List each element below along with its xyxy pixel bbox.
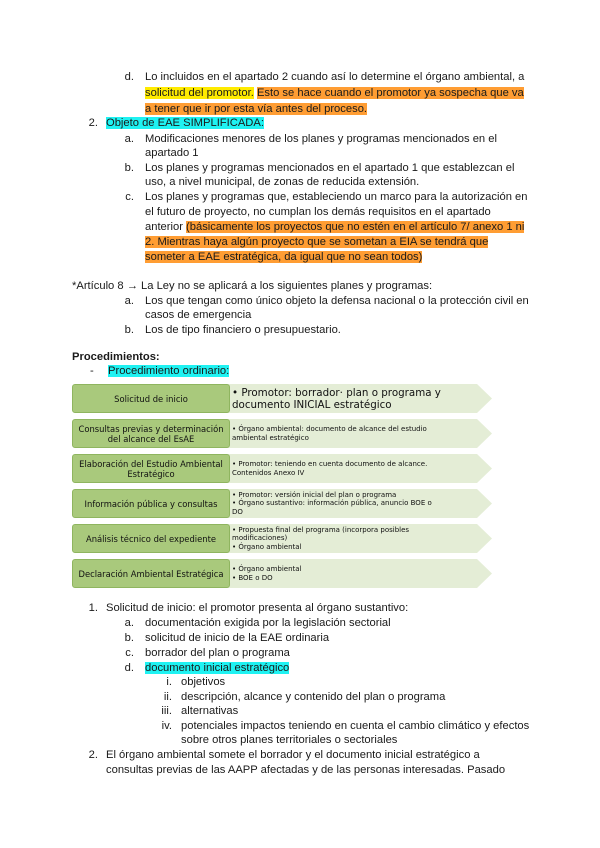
flow-description	[232, 454, 462, 483]
text-line: el futuro de proyecto, no cumplan los demás requisitos en el apartado	[145, 206, 491, 218]
text-line: sobre otros planes territoriales o sectoriales	[181, 734, 398, 746]
flow-item: modificaciones)	[232, 534, 288, 543]
flow-item: • Órgano sustantivo: información pública, anuncio BOE o	[232, 499, 432, 508]
list-marker: ii.	[163, 691, 172, 703]
text-line: *Artículo 8 → La Ley no se aplicará a los siguientes planes y programas:	[72, 280, 433, 292]
highlight-yellow: solicitud del promotor.	[145, 87, 254, 99]
text-line	[145, 661, 289, 675]
text-line: Lo incluidos en el apartado 2 cuando así lo determine el órgano ambiental, a	[145, 71, 525, 83]
text-line: alternativas	[181, 705, 239, 717]
text-line: Los que tengan como único objeto la defensa nacional o la protección civil en	[145, 295, 529, 307]
text-line: solicitud de inicio de la EAE ordinaria	[145, 632, 330, 644]
text-line: Los planes y programas mencionados en el apartado 1 que establezcan el	[145, 162, 515, 174]
list-marker: a.	[124, 295, 134, 307]
flow-box: Análisis técnico del expediente	[72, 524, 230, 553]
list-marker: c.	[125, 647, 134, 659]
list-marker: 1.	[88, 602, 98, 614]
flow-item: • BOE o DO	[232, 573, 273, 582]
flow-description	[232, 524, 462, 553]
text-line: descripción, alcance y contenido del plan o programa	[181, 691, 446, 703]
highlight-orange: Esto se hace cuando el promotor ya sospecha que va	[256, 87, 524, 99]
flow-item: • Promotor: versión inicial del plan o programa	[232, 490, 397, 499]
list-marker: i.	[166, 676, 172, 688]
flow-box: Consultas previas y determinación del alcance del EsAE	[72, 419, 230, 448]
flow-row	[72, 524, 492, 553]
flow-row	[72, 489, 492, 518]
flow-item: Contenidos Anexo IV	[232, 468, 305, 477]
text-line	[145, 220, 524, 234]
list-dash: -	[90, 365, 94, 377]
section-heading: Procedimientos:	[72, 351, 160, 363]
flow-item: ambiental estratégico	[232, 433, 309, 442]
highlight-cyan: documento inicial estratégico	[145, 662, 290, 674]
flow-box: Información pública y consultas	[72, 489, 230, 518]
flow-description	[232, 384, 462, 413]
list-marker: a.	[124, 617, 134, 629]
section-label	[106, 116, 264, 130]
list-marker: 2.	[88, 117, 98, 129]
subsection-label	[108, 364, 229, 378]
text-line: casos de emergencia	[145, 309, 252, 321]
flow-item: documento INICIAL estratégico	[232, 398, 392, 411]
text-line	[145, 86, 524, 100]
flow-item: • Órgano ambiental	[232, 565, 302, 573]
text-line: borrador del plan o programa	[145, 647, 290, 659]
flow-box: Solicitud de inicio	[72, 384, 230, 413]
text-line: consultas previas de las AAPP afectadas y de las personas interesadas. Pasado	[106, 764, 506, 776]
flow-row	[72, 384, 492, 413]
flow-item: • Órgano ambiental: documento de alcance del estudio	[232, 425, 427, 433]
flow-item: • Órgano ambiental	[232, 542, 302, 551]
text-line: Los de tipo financiero o presupuestario.	[145, 324, 341, 336]
flow-box: Declaración Ambiental Estratégica	[72, 559, 230, 588]
text-line: El órgano ambiental somete el borrador y el documento inicial estratégico a	[106, 749, 480, 761]
text-line: Los planes y programas que, estableciendo un marco para la autorización en	[145, 191, 528, 203]
text-line: Modificaciones menores de los planes y programas mencionados en el	[145, 133, 497, 145]
highlight-orange: a tener que ir por esta vía antes del proceso.	[145, 103, 368, 115]
procedure-flowchart	[72, 382, 492, 592]
text-line	[145, 235, 488, 249]
flow-description	[232, 489, 462, 518]
highlight-orange: someter a EAE estratégica, da igual que no sean todos)	[145, 251, 423, 263]
flow-description	[232, 419, 462, 448]
highlight-cyan: Procedimiento ordinario:	[108, 365, 230, 377]
text-line: apartado 1	[145, 147, 199, 159]
text-line: objetivos	[181, 676, 226, 688]
highlight-cyan: Objeto de EAE SIMPLIFICADA:	[106, 117, 264, 129]
highlight-orange: 2. Mientras haya algún proyecto que se sometan a EIA se tendrá que	[145, 236, 489, 248]
text-plain: anterior	[145, 221, 183, 233]
flow-description	[232, 559, 462, 588]
highlight-orange: (básicamente los proyectos que no estén en el artículo 7/ anexo 1 ni	[186, 221, 525, 233]
list-marker: a.	[124, 133, 134, 145]
flow-box: Elaboración del Estudio Ambiental Estratégico	[72, 454, 230, 483]
list-marker: b.	[124, 632, 134, 644]
list-marker: d.	[124, 71, 134, 83]
text-line: potenciales impactos teniendo en cuenta el cambio climático y efectos	[181, 720, 530, 732]
text-line: Solicitud de inicio: el promotor presenta al órgano sustantivo:	[106, 602, 409, 614]
flow-row	[72, 419, 492, 448]
list-marker: 2.	[88, 749, 98, 761]
list-marker: d.	[124, 662, 134, 674]
list-marker: b.	[124, 324, 134, 336]
text-line: uso, a nivel municipal, de zonas de reducida extensión.	[145, 176, 420, 188]
text-line: documentación exigida por la legislación sectorial	[145, 617, 391, 629]
list-marker: iv.	[161, 720, 172, 732]
list-marker: iii.	[161, 705, 172, 717]
flow-item: • Promotor: borrador· plan o programa y	[232, 386, 441, 399]
text-line	[145, 102, 367, 116]
flow-row	[72, 559, 492, 588]
flow-row	[72, 454, 492, 483]
text-line	[145, 250, 422, 264]
list-marker: b.	[124, 162, 134, 174]
flow-item: • Propuesta final del programa (incorpora posibles	[232, 525, 410, 534]
flow-item: • Promotor: teniendo en cuenta documento de alcance.	[232, 460, 428, 468]
flow-item: DO	[232, 507, 243, 516]
list-marker: c.	[125, 191, 134, 203]
